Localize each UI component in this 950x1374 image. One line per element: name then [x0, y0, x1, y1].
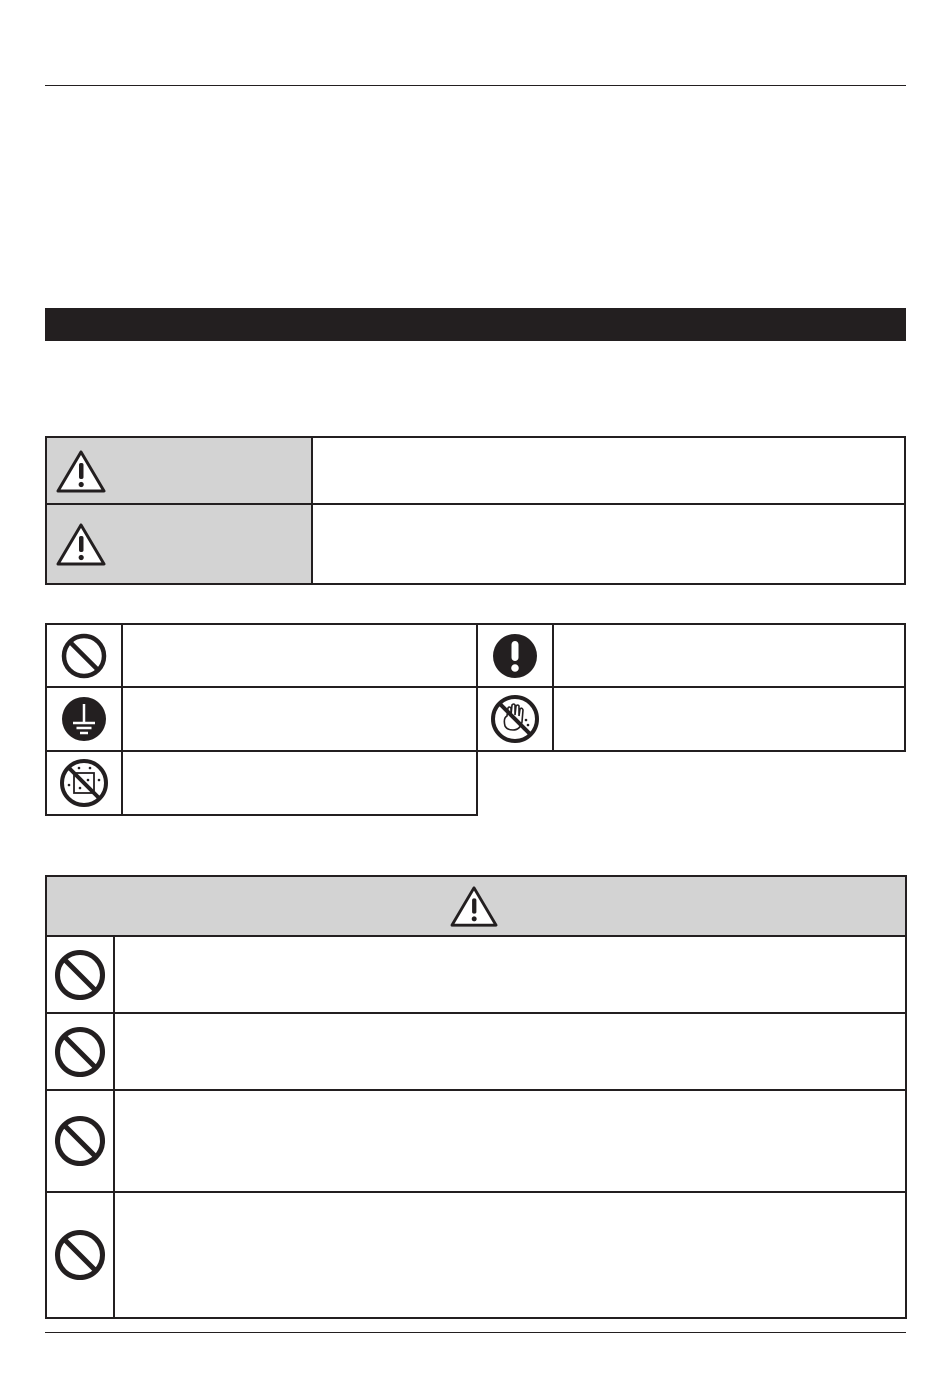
symbol-text [553, 687, 905, 751]
section-title-bar [45, 308, 906, 341]
no-wet-hands-icon [478, 694, 552, 744]
mandatory-action-icon [478, 632, 552, 680]
symbol-text [122, 751, 477, 815]
warning-row [46, 1013, 906, 1090]
warning-row-text [114, 1013, 906, 1090]
symbol-legend-table [45, 623, 906, 816]
warning-row [46, 1090, 906, 1192]
signal-row-caution [46, 504, 905, 584]
bottom-rule [45, 1332, 906, 1333]
prohibition-icon [47, 1228, 113, 1282]
warning-table [45, 875, 907, 1319]
prohibition-icon [47, 1025, 113, 1079]
do-not-expose-to-water-icon [47, 758, 121, 808]
prohibition-icon [47, 948, 113, 1002]
warning-row [46, 936, 906, 1013]
signal-description [312, 504, 905, 584]
symbol-text [122, 624, 477, 687]
signal-description [312, 437, 905, 504]
warning-row-text [114, 936, 906, 1013]
prohibition-icon [47, 632, 121, 680]
warning-row-text [114, 1090, 906, 1192]
signal-word-table [45, 436, 906, 585]
top-rule [45, 85, 906, 86]
signal-row-warning [46, 437, 905, 504]
symbol-text [553, 624, 905, 687]
ground-connection-icon [47, 695, 121, 743]
warning-triangle-icon [449, 884, 499, 928]
warning-table-header [46, 876, 906, 936]
prohibition-icon [47, 1114, 113, 1168]
symbol-text [122, 687, 477, 751]
warning-row-text [114, 1192, 906, 1318]
warning-row [46, 1192, 906, 1318]
warning-triangle-icon [55, 521, 107, 567]
warning-triangle-icon [55, 448, 107, 494]
